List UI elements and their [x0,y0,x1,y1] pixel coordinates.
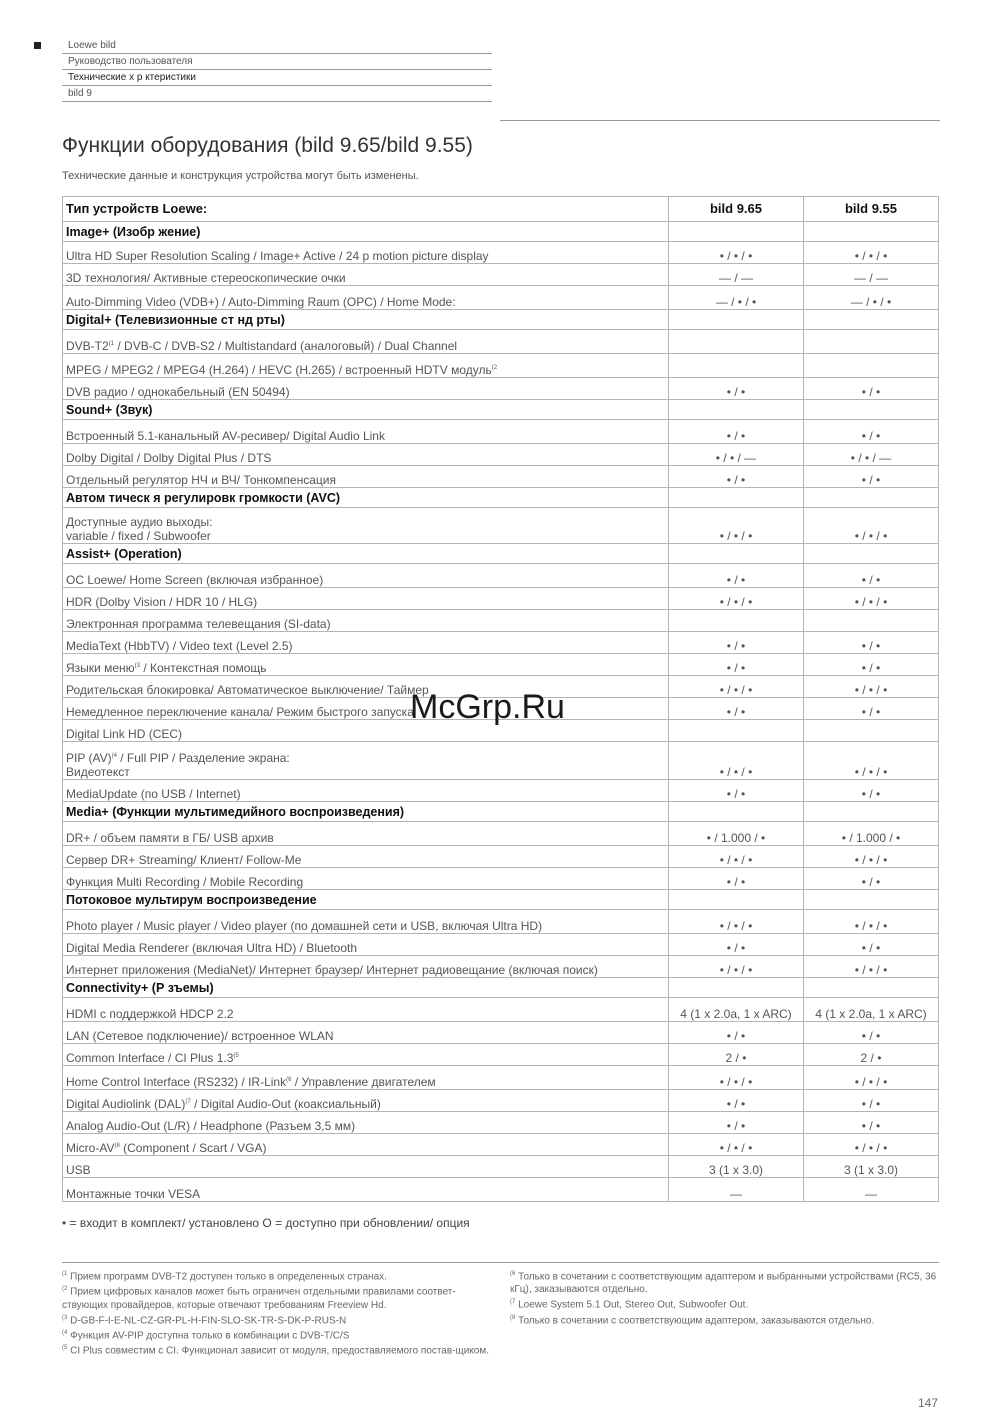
feature-label: MediaText (HbbTV) / Video text (Level 2.5) [66,639,293,653]
value-cell-965: • / • [669,420,804,444]
value-cell-965: — / — [669,264,804,286]
table-row [63,242,939,264]
feature-label: MediaUpdate (по USB / Internet) [66,787,241,801]
feature-cell [63,676,669,698]
value-cell-965: • / • [669,780,804,802]
section-row [63,222,939,242]
section-title: Image+ (Изобр жение) [63,222,669,242]
feature-cell [63,780,669,802]
value-cell-955: — / • / • [804,286,939,310]
feature-cell [63,564,669,588]
value-cell-965: • / • / • [669,1066,804,1090]
value-cell-965: • / • / • [669,588,804,610]
empty-cell [804,802,939,822]
table-header-row [63,197,939,222]
value-cell-955: — [804,1178,939,1202]
footnote-mark: (5 [62,1345,68,1352]
header-device-type: Тип устройств Loewe: [63,197,669,222]
value-cell-965: • / • / • [669,910,804,934]
feature-label: Dolby Digital / Dolby Digital Plus / DTS [66,451,272,465]
value-cell-965: • / • [669,378,804,400]
value-cell-965: • / • [669,1022,804,1044]
table-row [63,956,939,978]
feature-label: Сервер DR+ Streaming/ Клиент/ Follow-Me [66,853,302,867]
page-title: Функции оборудования (bild 9.65/bild 9.55) [62,134,473,157]
value-cell-955 [804,354,939,378]
value-cell-955 [804,720,939,742]
feature-label: MPEG / MPEG2 / MPEG4 (H.264) / HEVC (H.265) / встроенный HDTV модуль [66,363,492,377]
feature-cell [63,654,669,676]
footnote [510,1268,940,1296]
footnote-mark: (4 [62,1329,68,1336]
value-cell-965: • / • / • [669,1134,804,1156]
footnote-text: Только в сочетании с соответствующим адаптером, заказываются отдельно. [518,1314,875,1326]
feature-cell [63,720,669,742]
table-row [63,910,939,934]
table-row [63,1022,939,1044]
feature-cell [63,354,669,378]
value-cell-965: • / • [669,654,804,676]
empty-cell [804,978,939,998]
footnote-mark: (3 [62,1314,68,1321]
value-cell-955: • / • [804,1090,939,1112]
section-row [63,978,939,998]
footnote [510,1296,940,1311]
feature-label: Digital Link HD (CEC) [66,727,183,741]
table-row [63,1044,939,1066]
footnote [510,1312,940,1327]
section-title: Media+ (Функции мультимедийного воспроизведения) [63,802,669,822]
table-row [63,564,939,588]
watermark: McGrp.Ru [410,688,565,726]
feature-label: Digital Audiolink (DAL) [66,1097,186,1111]
page-subtitle: Технические данные и конструкция устройства могут быть изменены. [62,170,419,182]
section-title: Потоковое мультирум воспроизведение [63,890,669,910]
section-row [63,544,939,564]
feature-cell [63,420,669,444]
table-row [63,420,939,444]
value-cell-955 [804,330,939,354]
empty-cell [669,488,804,508]
feature-cell [63,934,669,956]
section-title: Connectivity+ (Р зъемы) [63,978,669,998]
empty-cell [669,978,804,998]
feature-cell [63,444,669,466]
table-row [63,998,939,1022]
table-row [63,822,939,846]
value-cell-965 [669,354,804,378]
empty-cell [669,400,804,420]
footnote [62,1283,492,1311]
section-row [63,488,939,508]
value-cell-965: • / 1.000 / • [669,822,804,846]
value-cell-955: • / • [804,378,939,400]
value-cell-955: • / • [804,654,939,676]
table-row [63,654,939,676]
table-row [63,588,939,610]
divider [62,1262,939,1263]
feature-label: Встроенный 5.1-канальный AV-ресивер/ Digital Audio Link [66,429,385,443]
feature-label: Micro-AV [66,1141,115,1155]
table-row [63,610,939,632]
value-cell-955: 4 (1 x 2.0a, 1 x ARC) [804,998,939,1022]
feature-cell [63,508,669,544]
section-row [63,400,939,420]
feature-label: DVB-T2 [66,339,109,353]
feature-label: Analog Audio-Out (L/R) / Headphone (Разъем 3,5 мм) [66,1119,356,1133]
footnote-mark: (2 [62,1286,68,1293]
value-cell-965: — [669,1178,804,1202]
section-row [63,890,939,910]
feature-cell [63,330,669,354]
table-row [63,508,939,544]
feature-label: HDR (Dolby Vision / HDR 10 / HLG) [66,595,258,609]
value-cell-955: • / • / • [804,508,939,544]
feature-cell [63,1022,669,1044]
feature-label: Доступные аудио выходы: [66,515,213,529]
value-cell-965: • / • [669,564,804,588]
value-cell-965: 4 (1 x 2.0a, 1 x ARC) [669,998,804,1022]
feature-label-tail: / Digital Audio-Out (коаксиальный) [190,1097,381,1111]
table-row [63,264,939,286]
value-cell-965: • / • / — [669,444,804,466]
feature-label: Ultra HD Super Resolution Scaling / Image+ Active / 24 p motion picture display [66,249,489,263]
value-cell-965: • / • / • [669,242,804,264]
feature-label: Digital Media Renderer (включая Ultra HD) / Bluetooth [66,941,358,955]
empty-cell [804,488,939,508]
section-row [63,310,939,330]
feature-label: Языки меню [66,661,135,675]
value-cell-955: • / • / • [804,846,939,868]
feature-cell [63,1178,669,1202]
value-cell-965: • / • / • [669,956,804,978]
feature-cell [63,1044,669,1066]
value-cell-955: • / • / • [804,242,939,264]
value-cell-965: 3 (1 x 3.0) [669,1156,804,1178]
footnote-ref: (8 [114,1143,120,1149]
value-cell-965: • / • [669,466,804,488]
bullet-square-icon [34,42,41,49]
footnote-ref: (4 [111,753,117,759]
legend: • = входит в комплект/ установлено O = доступно при обновлении/ опция [62,1216,470,1230]
feature-label: LAN (Сетевое подключение)/ встроенное WLAN [66,1029,334,1043]
value-cell-955: • / • / • [804,1134,939,1156]
footnotes-left [62,1268,492,1358]
value-cell-955: • / • / • [804,910,939,934]
feature-cell [63,822,669,846]
divider [500,120,940,121]
value-cell-955: • / • [804,698,939,720]
table-row [63,868,939,890]
value-cell-955: • / • [804,564,939,588]
feature-cell [63,868,669,890]
feature-cell [63,956,669,978]
table-row [63,1156,939,1178]
feature-label-line2: Видеотекст [66,765,130,779]
value-cell-955: • / • / • [804,956,939,978]
footnote-ref: (1 [108,341,115,347]
empty-cell [669,890,804,910]
footnote-ref: (2 [491,365,498,371]
table-row [63,846,939,868]
empty-cell [804,222,939,242]
feature-label-tail: / DVB-C / DVB-S2 / Multistandard (аналоговый) / Dual Channel [114,339,458,353]
feature-label: Немедленное переключение канала/ Режим быстрого запуска [66,705,414,719]
section-title: Assist+ (Operation) [63,544,669,564]
feature-cell [63,378,669,400]
breadcrumb-item[interactable]: Руководство пользователя [62,54,492,70]
footnote-text: Loewe System 5.1 Out, Stereo Out, Subwoofer Out. [518,1299,749,1311]
value-cell-955: • / • [804,1022,939,1044]
footnote [62,1327,492,1342]
empty-cell [804,400,939,420]
value-cell-955: • / • [804,632,939,654]
feature-cell [63,698,669,720]
feature-label: Интернет приложения (MediaNet)/ Интернет браузер/ Интернет радиовещание (включая поиск) [66,963,598,977]
footnote-ref: (3 [134,663,140,669]
feature-label: Функция Multi Recording / Mobile Recording [66,875,304,889]
value-cell-955: • / • / — [804,444,939,466]
table-row [63,632,939,654]
value-cell-965: • / • [669,1112,804,1134]
table-row [63,354,939,378]
value-cell-955: • / • / • [804,1066,939,1090]
feature-label: Home Control Interface (RS232) / IR-Link [66,1075,287,1089]
empty-cell [669,802,804,822]
feature-cell [63,742,669,780]
feature-label: DVB радио / однокабельный (EN 50494) [66,385,290,399]
footnote-ref: (6 [286,1077,292,1083]
value-cell-965 [669,610,804,632]
feature-cell [63,1156,669,1178]
feature-label: Электронная программа телевещания (SI-data) [66,617,331,631]
feature-label-tail: / Full PIP / Разделение экрана: [116,751,290,765]
value-cell-965: • / • / • [669,846,804,868]
feature-cell [63,242,669,264]
page-number: 147 [917,1396,938,1410]
breadcrumb [62,38,492,102]
footnote-ref: (5 [233,1053,239,1059]
value-cell-955: • / • / • [804,742,939,780]
feature-label-tail: / Управление двигателем [291,1075,436,1089]
table-row [63,1066,939,1090]
table-row [63,466,939,488]
footnote [62,1312,492,1327]
feature-cell [63,588,669,610]
breadcrumb-item[interactable]: Технические х р ктеристики [62,70,492,86]
header-model-955: bild 9.55 [804,197,939,222]
header-model-965: bild 9.65 [669,197,804,222]
value-cell-955: • / • [804,780,939,802]
breadcrumb-item[interactable]: Loewe bild [62,38,492,54]
value-cell-965: — / • / • [669,286,804,310]
value-cell-965: • / • [669,698,804,720]
feature-label: Родительская блокировка/ Автоматическое выключение/ Таймер [66,683,429,697]
value-cell-955: • / 1.000 / • [804,822,939,846]
footnote-text: Прием программ DVB-T2 доступен только в определенных странах. [70,1271,387,1283]
feature-cell [63,610,669,632]
table-row [63,286,939,310]
table-row [63,1178,939,1202]
table-row [63,780,939,802]
empty-cell [804,890,939,910]
feature-label: 3D технология/ Активные стереоскопические очки [66,271,346,285]
table-row [63,378,939,400]
table-row [63,1112,939,1134]
feature-label: ОС Loewe/ Home Screen (включая избранное) [66,573,324,587]
footnote-ref: (7 [185,1099,191,1105]
empty-cell [669,310,804,330]
footnotes-right [510,1268,940,1327]
feature-cell [63,998,669,1022]
table-row [63,934,939,956]
feature-cell [63,1066,669,1090]
feature-cell [63,846,669,868]
footnote [62,1342,492,1357]
value-cell-965 [669,720,804,742]
feature-cell [63,466,669,488]
footnote-text: CI Plus совместим с CI. Функционал зависит от модуля, предоставляемого постав-щиком. [70,1345,490,1357]
section-row [63,802,939,822]
footnote-mark: (1 [62,1271,68,1277]
feature-cell [63,1090,669,1112]
value-cell-965: • / • / • [669,676,804,698]
feature-cell [63,1112,669,1134]
feature-label: Common Interface / CI Plus 1.3 [66,1051,234,1065]
feature-label: Отдельный регулятор НЧ и ВЧ/ Тонкомпенсация [66,473,336,487]
value-cell-955: • / • / • [804,676,939,698]
feature-cell [63,910,669,934]
empty-cell [669,222,804,242]
table-row [63,1090,939,1112]
table-row [63,1134,939,1156]
feature-label: Auto-Dimming Video (VDB+) / Auto-Dimming Raum (OPC) / Home Mode: [66,295,456,309]
footnote-mark: (7 [510,1299,516,1306]
feature-cell [63,1134,669,1156]
feature-label: Монтажные точки VESA [66,1187,201,1201]
value-cell-955: • / • [804,868,939,890]
footnote-mark: (6 [510,1271,516,1277]
value-cell-965: • / • [669,632,804,654]
value-cell-965: • / • [669,1090,804,1112]
value-cell-955: • / • [804,1112,939,1134]
breadcrumb-item[interactable]: bild 9 [62,86,492,102]
value-cell-955: • / • [804,934,939,956]
section-title: Digital+ (Телевизионные ст нд рты) [63,310,669,330]
empty-cell [669,544,804,564]
section-title: Автом тическ я регулировк громкости (AVC) [63,488,669,508]
value-cell-965: • / • / • [669,508,804,544]
section-title: Sound+ (Звук) [63,400,669,420]
empty-cell [804,310,939,330]
footnote-text: Функция AV-PIP доступна только в комбинации с DVB-T/C/S [70,1330,350,1342]
feature-label: USB [66,1163,91,1177]
value-cell-955: • / • [804,420,939,444]
value-cell-955: — / — [804,264,939,286]
value-cell-965: • / • / • [669,742,804,780]
footnote-text: Только в сочетании с соответствующим адаптером и выбранными устройствами (RC5, 36 кГц), заказываются отдельно. [510,1271,937,1296]
feature-label: Photo player / Music player / Video player (по домашней сети и USB, включая Ultra HD) [66,919,543,933]
footnote-mark: (8 [510,1314,516,1321]
value-cell-955: • / • [804,466,939,488]
value-cell-965: 2 / • [669,1044,804,1066]
footnote-text: Прием цифровых каналов может быть ограничен отдельными правилами соответ-ствующих провайдеров, которые отвечают требованиям Freeview Hd. [62,1286,456,1311]
value-cell-965: • / • [669,868,804,890]
value-cell-965: • / • [669,934,804,956]
footnote [62,1268,492,1283]
feature-label-line2: variable / fixed / Subwoofer [66,529,211,543]
value-cell-965 [669,330,804,354]
feature-label-tail: / Контекстная помощь [139,661,267,675]
footnote-text: D-GB-F-I-E-NL-CZ-GR-PL-H-FIN-SLO-SK-TR-S-DK-P-RUS-N [70,1314,347,1326]
table-row [63,742,939,780]
feature-label: DR+ / объем памяти в ГБ/ USB архив [66,831,274,845]
empty-cell [804,544,939,564]
feature-label: PIP (AV) [66,751,112,765]
feature-cell [63,264,669,286]
value-cell-955 [804,610,939,632]
feature-label: HDMI с поддержкой HDCP 2.2 [66,1007,234,1021]
value-cell-955: • / • / • [804,588,939,610]
value-cell-955: 2 / • [804,1044,939,1066]
table-row [63,330,939,354]
feature-cell [63,286,669,310]
value-cell-955: 3 (1 x 3.0) [804,1156,939,1178]
feature-cell [63,632,669,654]
feature-label-tail: (Component / Scart / VGA) [119,1141,267,1155]
table-row [63,444,939,466]
